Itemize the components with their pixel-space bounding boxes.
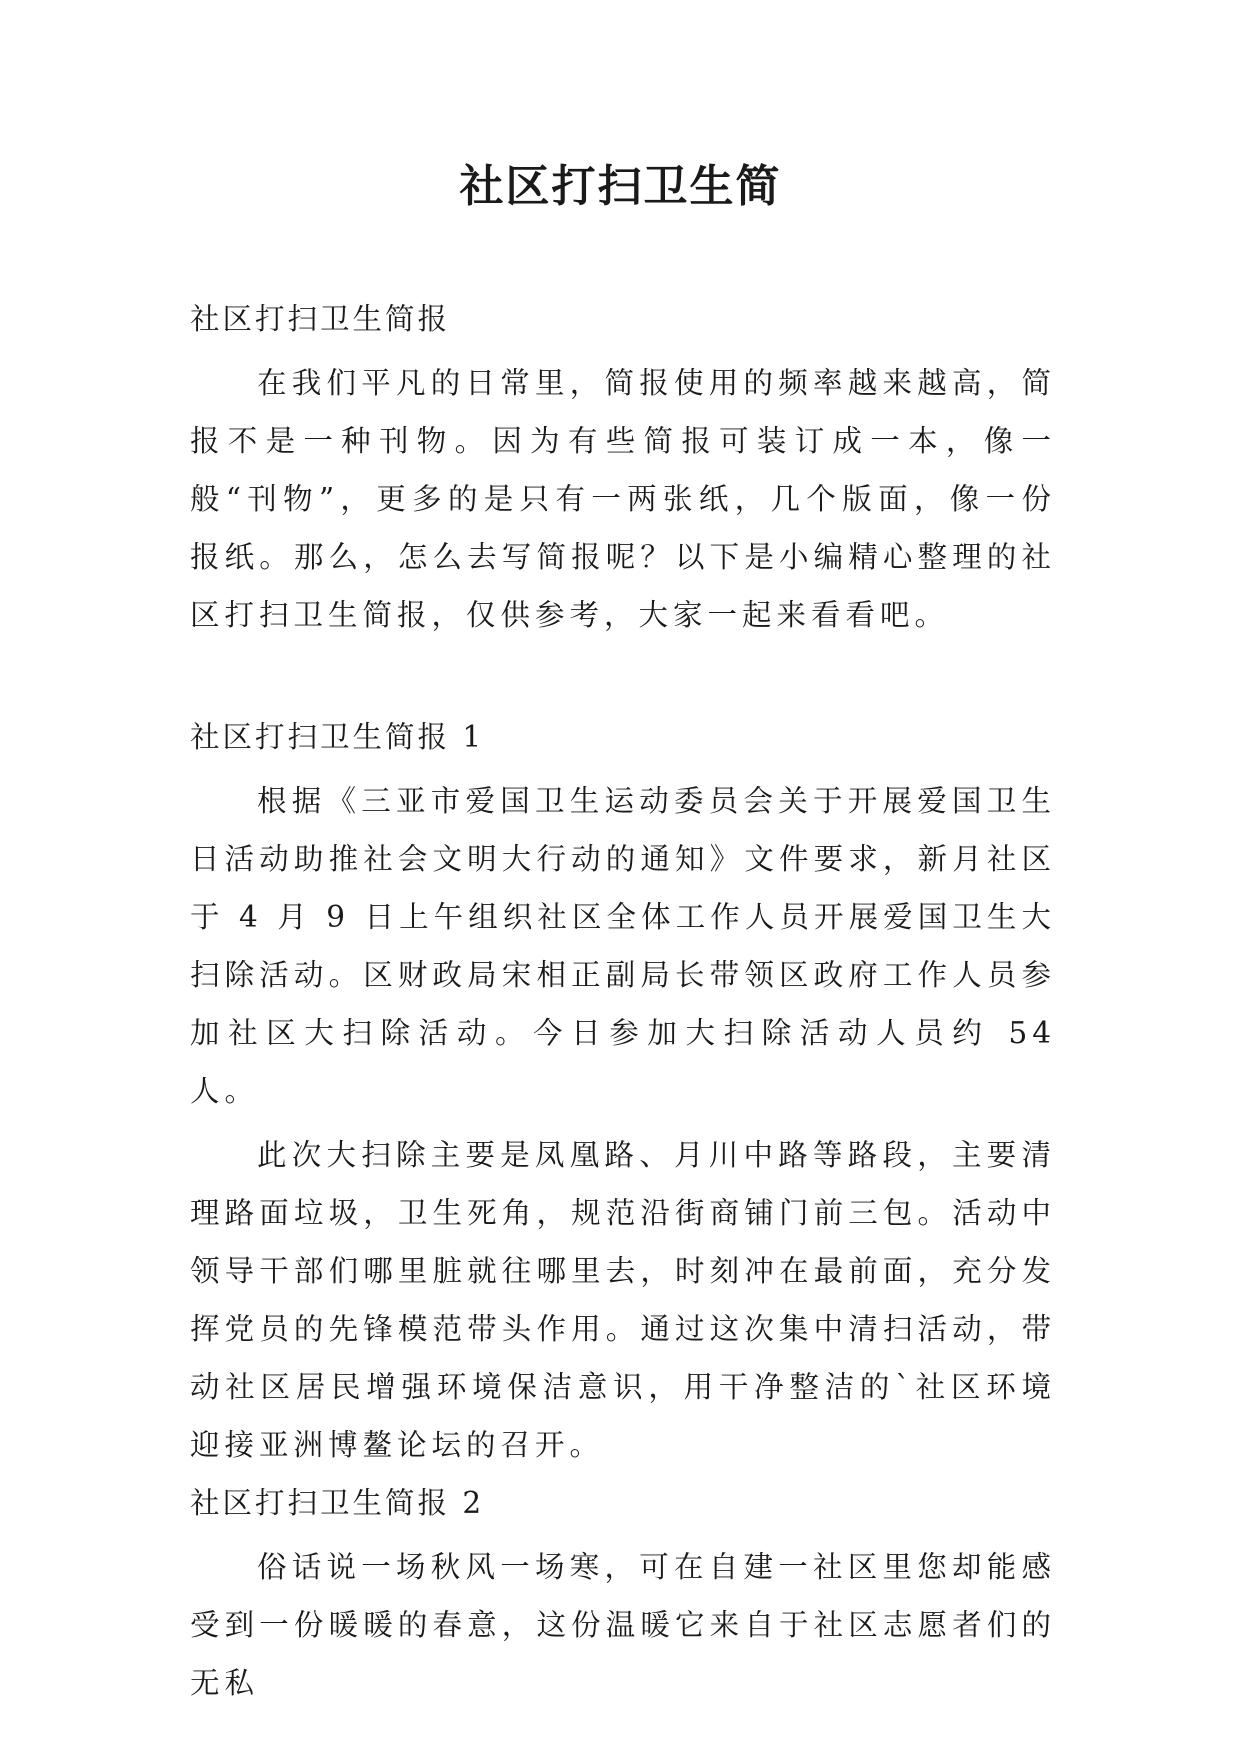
intro-heading: 社区打扫卫生简报: [190, 302, 451, 336]
section-2-heading: 社区打扫卫生简报 2: [190, 1486, 485, 1520]
document-title: 社区打扫卫生简: [459, 161, 782, 212]
section-1-heading: 社区打扫卫生简报 1: [190, 720, 485, 754]
section-1-paragraph-1: 根据《三亚市爱国卫生运动委员会关于开展爱国卫生日活动助推社会文明大行动的通知》文件要求，新月社区于 4 月 9 日上午组织社区全体工作人员开展爱国卫生大扫除活动。区财政局宋相正副局长带领区政府工作人员参加社区大扫除活动。今日参加大扫除活动人员约 54 人。: [190, 784, 1056, 1108]
section-2-paragraph-1: 俗话说一场秋风一场寒，可在自建一社区里您却能感受到一份暖暖的春意，这份温暖它来自于社区志愿者们的无私: [190, 1550, 1056, 1700]
intro-paragraph: 在我们平凡的日常里，简报使用的频率越来越高，简报不是一种刊物。因为有些简报可装订成一本，像一般“刊物”，更多的是只有一两张纸，几个版面，像一份报纸。那么，怎么去写简报呢？以下是小编精心整理的社区打扫卫生简报，仅供参考，大家一起来看看吧。: [190, 366, 1056, 632]
document-body: [190, 290, 1056, 1712]
section-1-paragraph-2: 此次大扫除主要是凤凰路、月川中路等路段，主要清理路面垃圾，卫生死角，规范沿街商铺门前三包。活动中领导干部们哪里脏就往哪里去，时刻冲在最前面，充分发挥党员的先锋模范带头作用。通过这次集中清扫活动，带动社区居民增强环境保洁意识，用干净整洁的`社区环境迎接亚洲博鳌论坛的召开。: [190, 1138, 1056, 1462]
